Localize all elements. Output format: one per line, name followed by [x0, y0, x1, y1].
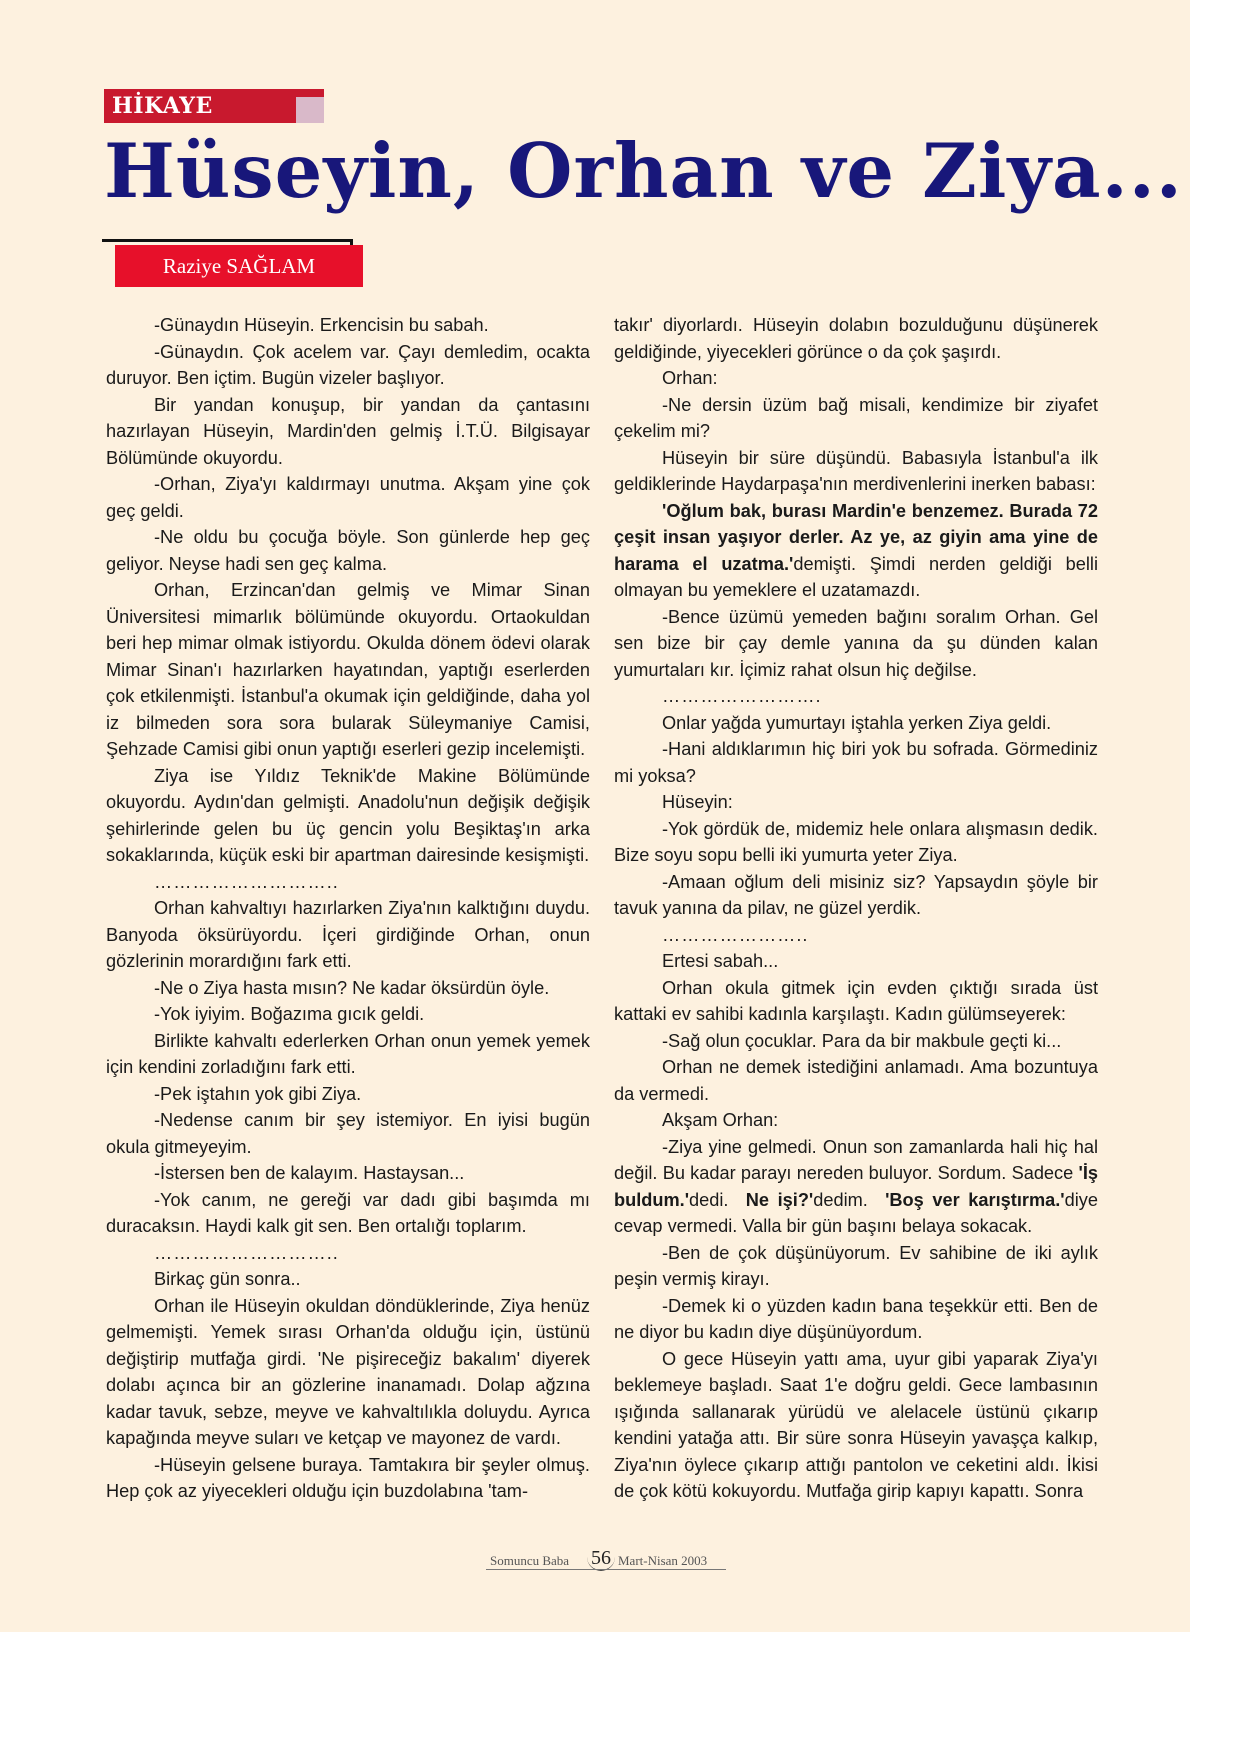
page-number: 56 — [587, 1547, 615, 1571]
paragraph: -Ne oldu bu çocuğa böyle. Son günlerde hep geç geliyor. Neyse hadi sen geç kalma. — [106, 527, 590, 574]
paragraph: Orhan ne demek istediğini anlamadı. Ama bozuntuya da vermedi. — [614, 1057, 1098, 1104]
right-column — [614, 312, 1098, 1505]
section-separator: ……………………. — [662, 686, 822, 706]
page-footer — [480, 1547, 730, 1575]
paragraph: O gece Hüseyin yattı ama, uyur gibi yaparak Ziya'yı beklemeye başladı. Saat 1'e doğru geldi. Gece lambasının ışığında sallanarak yürüdü ve alelacele üstünü çıkarıp kendini yatağa attı. Bir süre sonra Hüseyin yavaşça kalkıp, Ziya'nın öylece çıkarıp attığı pantolon ve ceketini aldı. İkisi de çok kötü kokuyordu. Mutfağa girip kapıyı kapattı. Sonra — [614, 1348, 1098, 1501]
quote-bold: 'İş buldum.' — [614, 1163, 1098, 1210]
paragraph — [614, 498, 1098, 604]
paragraph: -Hani aldıklarımın hiç biri yok bu sofrada. Görmediniz mi yoksa? — [614, 739, 1098, 786]
paragraph: -Ben de çok düşünüyorum. Ev sahibine de iki aylık peşin vermiş kirayı. — [614, 1242, 1098, 1289]
paragraph-text: -Ziya yine gelmedi. Onun son zamanlarda hali hiç hal değil. Bu kadar parayı nereden buluyor. Sordum. Sadece — [614, 1136, 1098, 1183]
paragraph: -Ne dersin üzüm bağ misali, kendimize bir ziyafet çekelim mi? — [614, 394, 1098, 441]
paragraph-text: dedim. — [813, 1189, 868, 1210]
quote-bold: Ne işi?' — [745, 1189, 814, 1210]
paragraph: -Amaan oğlum deli misiniz siz? Yapsaydın şöyle bir tavuk yanına da pilav, ne güzel yerdik. — [614, 871, 1098, 918]
paragraph: -İstersen ben de kalayım. Hastaysan... — [154, 1163, 465, 1183]
paragraph: Hüseyin bir süre düşündü. Babasıyla İstanbul'a ilk geldiklerinde Haydarpaşa'nın merdivenlerini inerken babası: — [614, 447, 1098, 494]
paragraph: Orhan, Erzincan'dan gelmiş ve Mimar Sinan Üniversitesi mimarlık bölümünde okuyordu. Ortaokuldan beri hep mimar olmak istiyordu. Okulda dönem ödevi olarak Mimar Sinan'ı hazırlarken hayatından, yaptığı eserlerden çok etkilenmişti. İstanbul'a okumak için geldiğinde, daha yol iz bilmeden sora sora bularak Süleymaniye Camisi, Şehzade Camisi gibi onun yaptığı eserleri gezip incelemişti. — [106, 580, 590, 759]
paragraph: Bir yandan konuşup, bir yandan da çantasını hazırlayan Hüseyin, Mardin'den gelmiş İ.T.Ü. Bilgisayar Bölümünde okuyordu. — [106, 394, 590, 468]
paragraph: Ertesi sabah... — [662, 951, 779, 971]
quote-bold: 'Oğlum bak, burası Mardin'e benzemez. Burada 72 çeşit insan yaşıyor derler. Az ye, az giyin ama yine de harama el uzatma.' — [614, 500, 1098, 574]
paragraph: -Nedense canım bir şey istemiyor. En iyisi bugün okula gitmeyeyim. — [106, 1110, 590, 1157]
paragraph: -Yok canım, ne gereği var dadı gibi başımda mı duracaksın. Haydi kalk git sen. Ben ortalığı toplarım. — [106, 1189, 590, 1236]
paragraph-text: dedi. — [689, 1189, 729, 1210]
paragraph: -Hüseyin gelsene buraya. Tamtakıra bir şeyler olmuş. Hep çok az yiyecekleri olduğu için buzdolabına 'tam- — [106, 1454, 590, 1501]
paragraph: -Günaydın Hüseyin. Erkencisin bu sabah. — [154, 315, 489, 335]
paragraph: Orhan okula gitmek için evden çıktığı sırada üst kattaki ev sahibi kadınla karşılaştı. Kadın gülümseyerek: — [614, 977, 1098, 1024]
paragraph: -Demek ki o yüzden kadın bana teşekkür etti. Ben de ne diyor bu kadın diye düşünüyordum. — [614, 1295, 1098, 1342]
paragraph: takır' diyorlardı. Hüseyin dolabın bozulduğunu düşünerek geldiğinde, yiyecekleri görünce o da çok şaşırdı. — [614, 315, 1098, 362]
paragraph: -Pek iştahın yok gibi Ziya. — [154, 1083, 362, 1104]
paragraph: -Bence üzümü yemeden bağını soralım Orhan. Gel sen bize bir çay demle yanına da şu dünden kalan yumurtaları kır. İçimiz rahat olsun hiç değilse. — [614, 606, 1098, 680]
section-label: HİKAYE — [112, 93, 213, 119]
footer-issue-date: Mart-Nisan 2003 — [618, 1553, 708, 1568]
section-label-box — [104, 89, 324, 123]
paragraph: Orhan kahvaltıyı hazırlarken Ziya'nın kalktığını duydu. Banyoda öksürüyordu. İçeri girdiğinde Orhan, onun gözlerinin morardığını fark etti. — [106, 898, 590, 971]
quote-bold: 'Boş ver karıştırma.' — [885, 1189, 1065, 1210]
paragraph: -Orhan, Ziya'yı kaldırmayı unutma. Akşam yine çok geç geldi. — [106, 474, 590, 521]
paragraph — [614, 1134, 1098, 1240]
author-name: Raziye SAĞLAM — [162, 254, 316, 278]
paragraph: -Yok iyiyim. Boğazıma gıcık geldi. — [154, 1004, 425, 1024]
paragraph: Onlar yağda yumurtayı iştahla yerken Ziya geldi. — [662, 712, 1052, 733]
paragraph-text: diye cevap vermedi. Valla bir gün başını belaya sokacak. — [614, 1189, 1099, 1236]
paragraph: Hüseyin: — [662, 792, 733, 812]
section-separator: ……………………….. — [154, 871, 339, 892]
paragraph: Birkaç gün sonra.. — [154, 1269, 301, 1289]
byline-box — [115, 245, 363, 287]
paragraph: Ziya ise Yıldız Teknik'de Makine Bölümünde okuyordu. Aydın'dan gelmişti. Anadolu'nun değişik değişik şehirlerinde gelen bu üç gencin yolu Beşiktaş'ın arka sokaklarında, küçük eski bir apartman dairesinde kesişmişti. — [106, 765, 590, 865]
paragraph — [106, 339, 590, 392]
footer-rule — [486, 1569, 726, 1570]
paragraph: -Yok gördük de, midemiz hele onlara alışmasın dedik. Bize soyu sopu belli iki yumurta yeter Ziya. — [614, 818, 1098, 865]
left-column — [106, 312, 590, 1505]
paragraph: Akşam Orhan: — [662, 1110, 779, 1130]
paragraph: Birlikte kahvaltı ederlerken Orhan onun yemek yemek için kendini zorladığını fark etti. — [106, 1030, 590, 1077]
section-separator: ………………….. — [662, 924, 809, 945]
article-title: Hüseyin, Orhan ve Ziya... — [104, 127, 1183, 215]
section-separator: ……………………….. — [154, 1242, 339, 1263]
paragraph: -Sağ olun çocuklar. Para da bir makbule geçti ki... — [662, 1030, 1062, 1051]
byline-rule — [102, 239, 352, 242]
paragraph: Orhan ile Hüseyin okuldan döndüklerinde, Ziya henüz gelmemişti. Yemek sırası Orhan'da olduğu için, üstünü değiştirip mutfağa girdi. 'Ne pişireceğiz bakalım' diyerek dolabı açınca bir an gözlerine inanamadı. Dolap ağzına kadar tavuk, sebze, meyve ve kahvaltılıkla doluydu. Ayrıca kapağında meyve suları ve ketçap ve mayonez de vardı. — [106, 1295, 590, 1448]
paragraph-text: -Günaydın. Çok acelem var. Çayı demledim, ocakta duruyor. Ben içtim. Bugün vizeler başlıyor. — [106, 341, 590, 388]
paragraph: Orhan: — [662, 368, 718, 388]
paragraph-text: demişti. Şimdi nerden geldiği belli olmayan bu yemeklere el uzatamazdı. — [614, 553, 1098, 600]
footer-magazine-name: Somuncu Baba — [490, 1553, 570, 1568]
paragraph: -Ne o Ziya hasta mısın? Ne kadar öksürdün öyle. — [154, 977, 550, 998]
